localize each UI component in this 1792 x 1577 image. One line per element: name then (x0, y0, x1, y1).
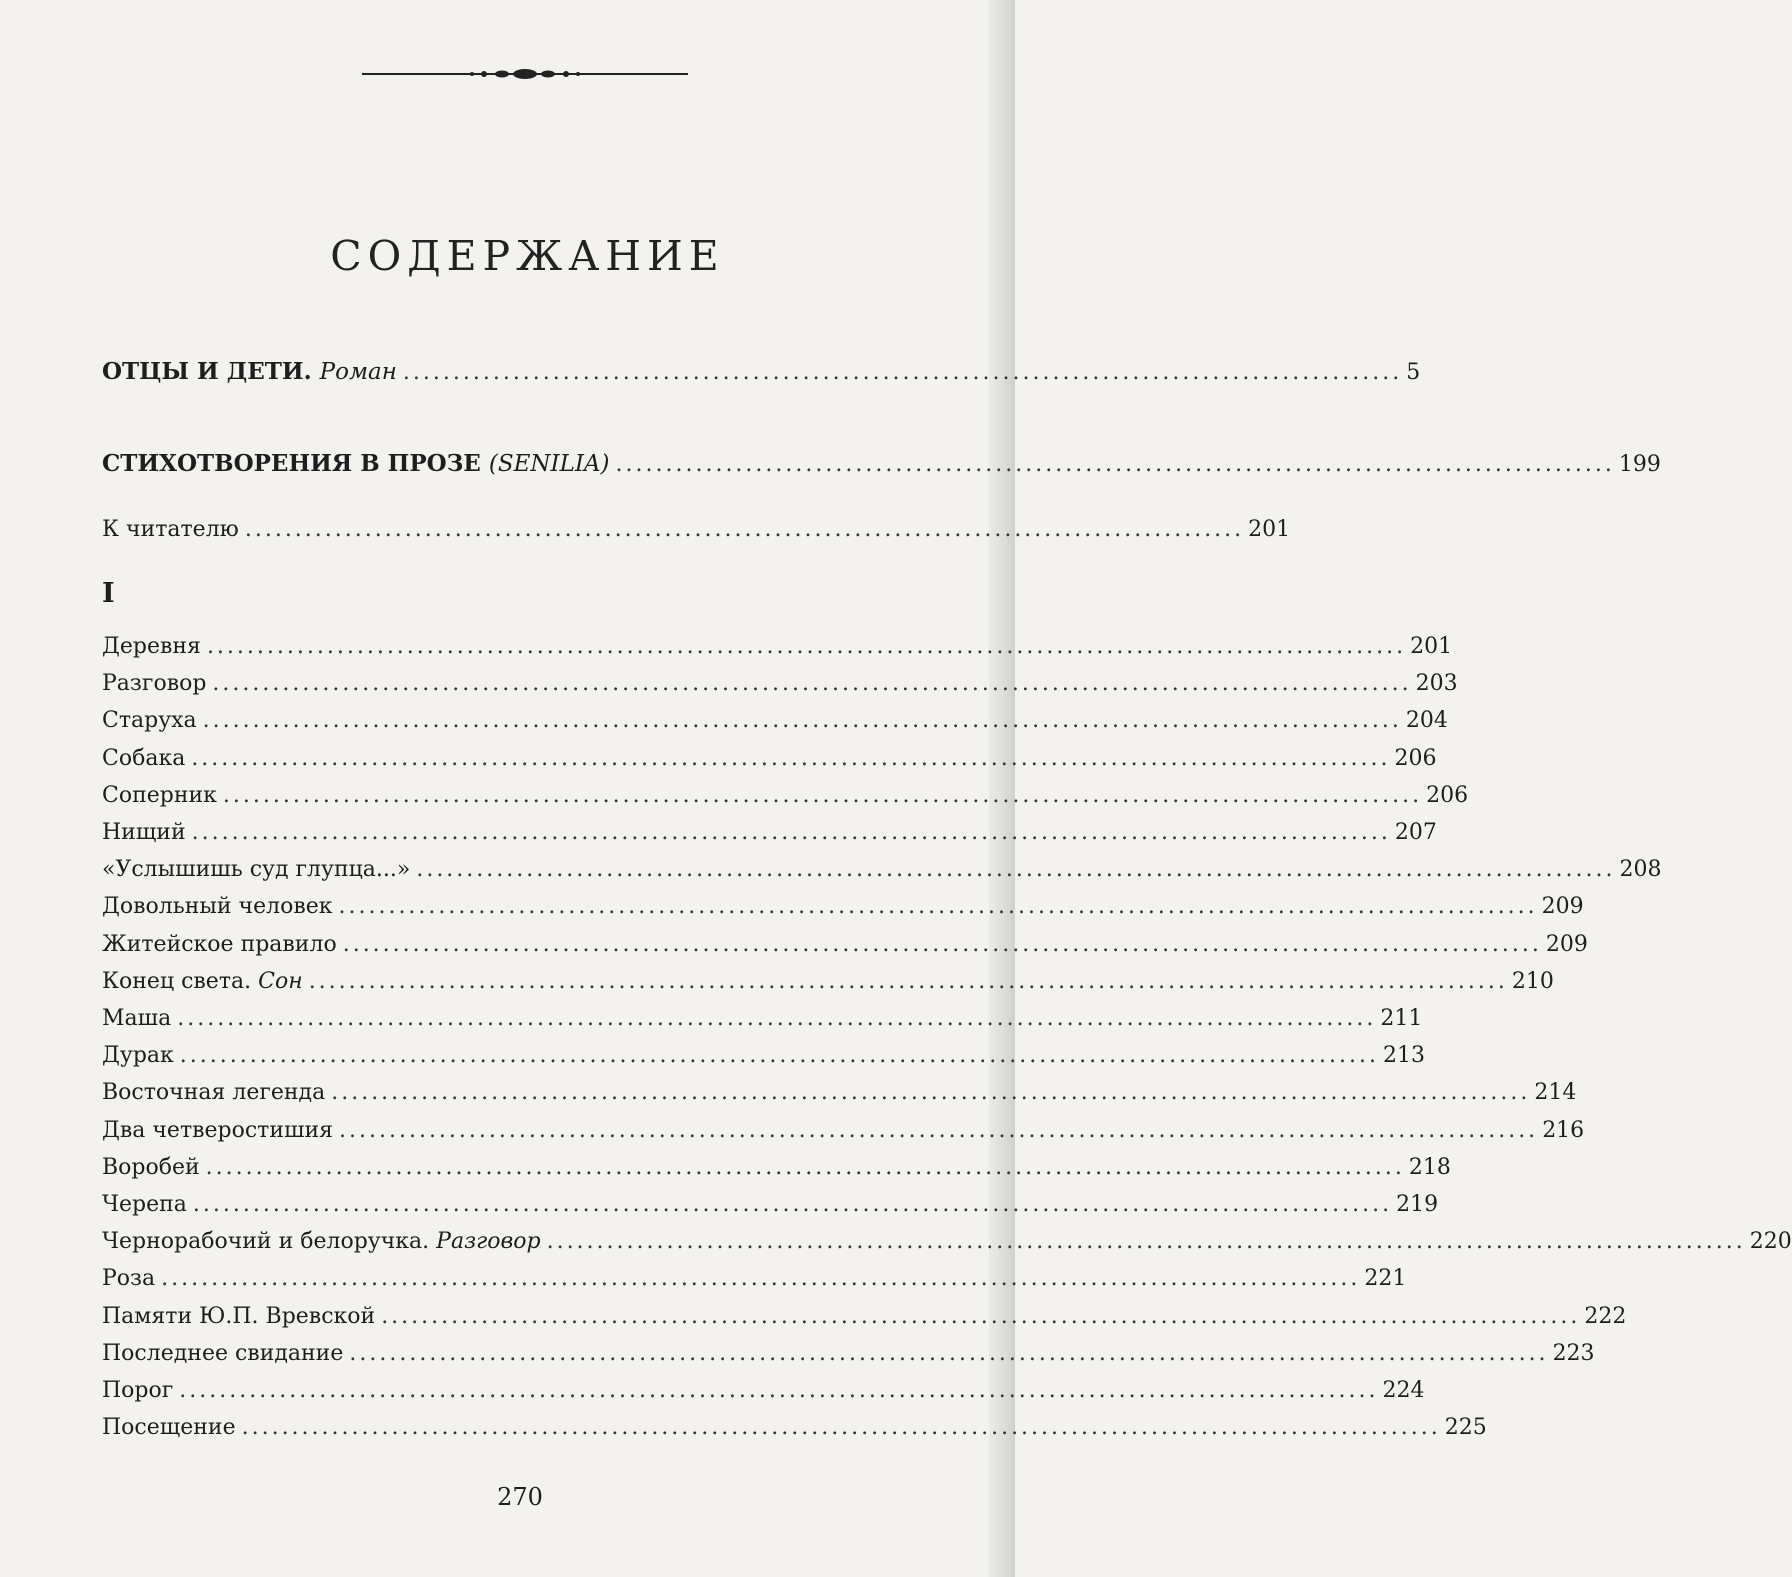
toc-leader-dots: .................................................................................................... (244, 517, 1245, 542)
toc-entry-title: Нищий (102, 820, 186, 845)
ornament-divider-icon (362, 62, 688, 86)
toc-leader-dots: ........................................................................................................................ (161, 1266, 1361, 1292)
toc-leader-dots: ........................................................................................................................ (205, 1154, 1405, 1180)
toc-entry (102, 1228, 1792, 1256)
toc-entry-title: Деревня (102, 634, 201, 659)
toc-entry (102, 1154, 1451, 1182)
toc-leader-dots: ........................................................................................................................ (179, 1378, 1379, 1403)
toc-entry-title: Роза (102, 1266, 156, 1292)
toc-entry-title: Житейское правило (102, 931, 337, 957)
toc-page-number: 199 (1618, 452, 1661, 477)
toc-page-number: 216 (1542, 1117, 1585, 1143)
toc-entry-label (102, 893, 332, 921)
toc-entry (102, 1191, 1439, 1219)
toc-entry (102, 1303, 1627, 1331)
toc-entry-label (102, 1042, 174, 1070)
toc-entry (102, 745, 1437, 773)
toc-entry-title: Восточная легенда (102, 1080, 326, 1106)
toc-entry-label: К читателю (102, 517, 239, 542)
toc-entry-label (102, 1340, 343, 1368)
toc-leader-dots: ........................................................................................................................ (179, 1043, 1379, 1069)
toc-entry-label (102, 1005, 171, 1033)
toc-entry-title: «Услышишь суд глупца...» (102, 857, 411, 883)
toc-entry (102, 1079, 1577, 1107)
toc-entry-title: Черепа (102, 1192, 187, 1217)
toc-page-number: 219 (1396, 1192, 1439, 1217)
toc-entry-label (102, 745, 185, 773)
toc-leader-dots: ........................................................................................................................ (308, 968, 1508, 994)
toc-entry-title: Два четверостишия (102, 1117, 333, 1143)
toc-entry-label (102, 1154, 200, 1182)
toc-leader-dots: ........................................................................................................................ (206, 634, 1407, 659)
toc-leader-dots: ........................................................................................................................ (416, 857, 1616, 883)
toc-entry-title: Довольный человек (102, 894, 333, 920)
toc-section-title: ОТЦЫ И ДЕТИ. (102, 358, 312, 385)
toc-page-number: 218 (1408, 1154, 1451, 1180)
toc-entry (102, 1117, 1585, 1145)
toc-entry-label (102, 707, 197, 735)
toc-entry-title: Конец света. (102, 968, 252, 994)
toc-entry (102, 1042, 1425, 1070)
toc-leader-dots: ........................................................................................................................ (192, 1192, 1393, 1217)
toc-entry-label (102, 1228, 541, 1256)
toc-section-fathers-and-sons (102, 358, 1421, 387)
toc-page-number: 224 (1382, 1378, 1425, 1403)
toc-leader-dots: ........................................................................................................................ (191, 745, 1391, 771)
toc-entry-title: Собака (102, 745, 186, 771)
toc-entry-label (102, 1265, 155, 1293)
toc-leader-dots: ........................................................................................................................ (349, 1340, 1549, 1366)
part-label: I (102, 578, 115, 609)
toc-leader-dots: ........................................................................................................................ (222, 782, 1423, 808)
toc-entry-label (102, 931, 337, 959)
toc-entry (102, 670, 1458, 698)
toc-page-number: 5 (1406, 360, 1421, 385)
toc-entry (102, 819, 1437, 847)
toc-leader-dots: ........................................................................................................................ (546, 1229, 1746, 1255)
toc-page-number: 207 (1394, 820, 1437, 845)
toc-entry-label (102, 819, 186, 847)
toc-entry-subtitle: Разговор (436, 1229, 541, 1255)
toc-page-number: 201 (1248, 517, 1291, 542)
toc-page-number: 201 (1410, 634, 1453, 659)
toc-entry (102, 707, 1448, 735)
toc-entry (102, 968, 1554, 996)
page-title: СОДЕРЖАНИЕ (330, 232, 725, 280)
toc-entry-preface (102, 516, 1291, 544)
toc-entry-title: Памяти Ю.П. Вревской (102, 1303, 376, 1329)
toc-entry-title: Дурак (102, 1043, 174, 1069)
toc-section-subtitle: (SENILIA) (488, 451, 610, 477)
page-number: 270 (497, 1483, 543, 1511)
toc-entry-label (102, 633, 201, 661)
toc-entry-label (102, 1191, 187, 1219)
toc-entry (102, 856, 1662, 884)
toc-entry-title: Чернорабочий и белоручка. (102, 1229, 430, 1255)
toc-page-number: 206 (1426, 782, 1469, 808)
toc-entry (102, 1377, 1425, 1405)
toc-entry-title: Соперник (102, 782, 217, 808)
toc-entry (102, 1265, 1407, 1293)
toc-section-label (102, 450, 610, 478)
toc-entry-title: Последнее свидание (102, 1340, 344, 1366)
toc-entry-label (102, 670, 206, 698)
toc-entry-label (102, 968, 303, 996)
toc-entry-subtitle: Сон (258, 968, 303, 994)
toc-page-number: 222 (1584, 1303, 1627, 1329)
toc-entry-title: Порог (102, 1378, 174, 1403)
toc-section-label (102, 358, 397, 386)
toc-leader-dots: .................................................................................................... (615, 452, 1615, 477)
toc-page-number: 225 (1444, 1415, 1487, 1441)
toc-entry-label (102, 1377, 173, 1405)
toc-entry-label (102, 1303, 375, 1331)
toc-section-poems-in-prose (102, 450, 1661, 479)
toc-leader-dots: ........................................................................................................................ (202, 708, 1402, 734)
toc-page-number: 220 (1749, 1229, 1792, 1255)
toc-leader-dots: ........................................................................................................................ (339, 1117, 1539, 1143)
toc-entry-label (102, 782, 217, 810)
toc-entry-title: Старуха (102, 708, 197, 734)
toc-leader-dots: ........................................................................................................................ (177, 1006, 1377, 1031)
toc-leader-dots: ........................................................................................................................ (342, 931, 1542, 957)
toc-leader-dots: ........................................................................................................................ (331, 1080, 1531, 1106)
toc-leader-dots: ........................................................................................................................ (338, 894, 1538, 920)
toc-leader-dots: ........................................................................................................................ (381, 1303, 1581, 1329)
toc-page-number: 209 (1545, 931, 1588, 957)
toc-entry (102, 1414, 1487, 1442)
toc-entry-title: Разговор (102, 671, 207, 697)
toc-section-subtitle: Роман (319, 359, 397, 385)
toc-entry-label (102, 1117, 333, 1145)
toc-leader-dots: .................................................................................................... (402, 360, 1403, 385)
toc-page-number: 223 (1552, 1340, 1595, 1366)
toc-page-number: 221 (1364, 1266, 1407, 1292)
toc-leader-dots: ........................................................................................................................ (191, 820, 1391, 845)
toc-entry (102, 782, 1469, 810)
toc-entry-title: Посещение (102, 1415, 236, 1441)
toc-page-number: 203 (1415, 671, 1458, 697)
toc-entry-label (102, 856, 410, 884)
toc-entry (102, 893, 1584, 921)
toc-leader-dots: ........................................................................................................................ (241, 1415, 1441, 1441)
toc-entry-title: Воробей (102, 1154, 200, 1180)
toc-entry-label (102, 1414, 236, 1442)
toc-entry-title: Маша (102, 1006, 172, 1031)
toc-page-number: 213 (1382, 1043, 1425, 1069)
toc-entry-label (102, 1079, 325, 1107)
toc-page-number: 208 (1619, 857, 1662, 883)
toc-page-number: 210 (1511, 968, 1554, 994)
toc-section-title: СТИХОТВОРЕНИЯ В ПРОЗЕ (102, 450, 481, 477)
toc-entry (102, 1005, 1423, 1033)
toc-page-number: 214 (1534, 1080, 1577, 1106)
toc-page-number: 211 (1380, 1006, 1423, 1031)
toc-page-number: 204 (1405, 708, 1448, 734)
toc-entry (102, 633, 1453, 661)
toc-page-number: 209 (1541, 894, 1584, 920)
toc-entry (102, 1340, 1595, 1368)
toc-page-number: 206 (1394, 745, 1437, 771)
toc-entry (102, 931, 1588, 959)
toc-leader-dots: ........................................................................................................................ (212, 671, 1412, 697)
